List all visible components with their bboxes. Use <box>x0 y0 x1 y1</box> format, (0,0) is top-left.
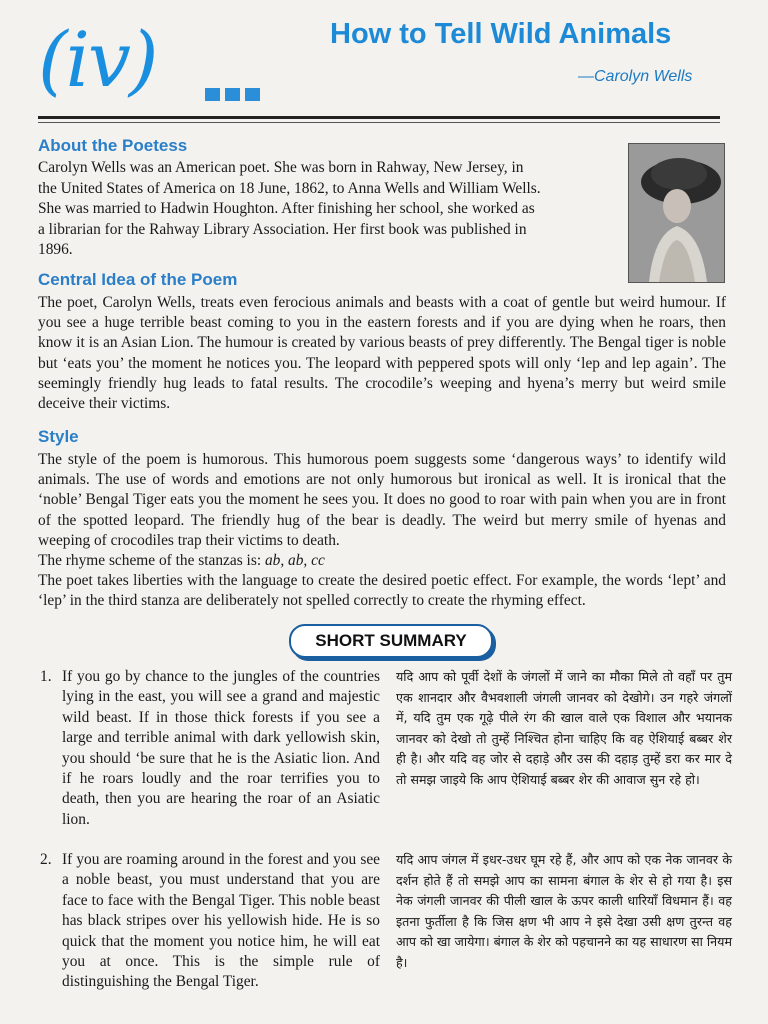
central-text: The poet, Carolyn Wells, treats even ferocious animals and beasts with a coat of gentle but weird humour. If you see a huge terrible beast coming to you in the eastern forests and if you are dying when he roars, then know it is an Asian Lion. The humour is created by various beasts of prey differently. The Bengal tiger is noble but ‘eats you’ the moment he notices you. The leopard with peppered spots will only ‘lep and lep again’. The seemingly friendly hug leads to fatal results. The crocodile’s weeping and hyena’s merry but weird smile deceive their victims. <box>38 294 726 413</box>
about-line: Carolyn Wells was an American poet. She was born in Rahway, New Jersey, in <box>38 159 524 176</box>
short-summary-label: SHORT SUMMARY <box>289 624 493 658</box>
rhyme-scheme: ab, ab, cc <box>264 552 325 570</box>
about-line: the United States of America on 18 June, 1862, to Anna Wells and William Wells. <box>38 179 541 197</box>
about-text <box>38 158 623 261</box>
about-line: a librarian for the Rahway Library Association. Her first book was published in <box>38 220 527 238</box>
about-heading: About the Poetess <box>38 136 188 155</box>
numeral-dots <box>205 88 265 106</box>
style-body <box>38 450 726 612</box>
header-rule-thin <box>38 122 720 123</box>
about-line: 1896. <box>38 241 73 259</box>
page-header <box>0 0 768 125</box>
item-text: If you go by chance to the jungles of the countries lying in the east, you will see a grand and majestic wild beast. If in those thick forests if you see a large and terrible animal with dark yellowish skin, you should ‘be sure that he is the Asiatic lion. And if he roars loudly and the roar terrifies you to death, then you are hearing the roar of an Asiatic lion. <box>62 668 380 828</box>
item-text: If you are roaming around in the forest and you see a noble beast, you must understand that you are face to face with the Bengal Tiger. This noble beast has black stripes over his yellowish hide. He is so quick that the moment you notice him, he will eat you at once. This is the simple rule of distinguishing the Bengal Tiger. <box>62 851 380 991</box>
summary-item-1-hi: यदि आप को पूर्वी देशों के जंगलों में जाने का मौका मिले तो वहाँ पर तुम एक शानदार और वैभवशाली जंगली जानवर को देखोगे। उन गहरे जंगलों में, यदि तुम एक गूढ़े पीले रंग की खाल वाले एक विशाल और भयानक जानवर को देखो तो तुम्हें निश्चित होना चाहिए कि वह ऐशियाई बब्बर शेर ही है। और यदि वह जोर से दहाड़े और उस की दहाड़ तुम्हें डरा कर मार दे तो समझ जाइये कि आप ऐशियाई बब्बर शेर की आवाज सुन रहे हो। <box>396 669 732 787</box>
central-heading: Central Idea of the Poem <box>38 270 238 289</box>
poem-author: —Carolyn Wells <box>578 68 693 85</box>
style-heading: Style <box>38 427 79 446</box>
summary-item-2-en <box>40 850 380 993</box>
rhyme-prefix: The rhyme scheme of the stanzas is: <box>38 552 265 570</box>
about-line: She was married to Hadwin Houghton. After finishing her school, she worked as <box>38 200 535 218</box>
header-rule <box>38 116 720 119</box>
section-numeral: (iv) <box>38 15 157 104</box>
summary-item-1-en <box>40 667 380 830</box>
poem-title: How to Tell Wild Animals <box>330 18 672 50</box>
rhyme-line <box>38 551 726 571</box>
summary-item-2-hi: यदि आप जंगल में इधर-उधर घूम रहे हैं, और आप को एक नेक जानवर के दर्शन होते हैं तो समझे आप का सामना बंगाल के शेर से हो गया है। इस नेक जंगली जानवर की पीली खाल के ऊपर काली धारियाँ विधमान हैं। वह इतना फुर्तीला है कि जिस क्षण भी आप ने इसे देखा उसी क्षण तुरन्त वह आप को खा जायेगा। बंगाल के शेर को पहचानने का यह साधारण सा नियम है। <box>396 852 732 970</box>
item-number: 1. <box>40 668 52 685</box>
style-last: The poet takes liberties with the language to create the desired poetic effect. For example, the words ‘lept’ and ‘lep’ in the third stanza are deliberately not spelled correctly to create the rhyming effect. <box>38 572 726 610</box>
style-text: The style of the poem is humorous. This humorous poem suggests some ‘dangerous ways’ to identify wild animals. The use of words and emotions are not only humorous but ironical as well. It is ironical that the ‘noble’ Bengal Tiger eats you the moment he sees you. It does no good to roar with pain when you are in front of the spotted leopard. The friendly hug of the bear is deadly. The weird but merry smile of hyenas and weeping of crocodiles trap their victims to death. <box>38 451 726 549</box>
portrait-image <box>629 144 724 282</box>
poetess-portrait <box>628 143 725 283</box>
item-number: 2. <box>40 851 52 868</box>
